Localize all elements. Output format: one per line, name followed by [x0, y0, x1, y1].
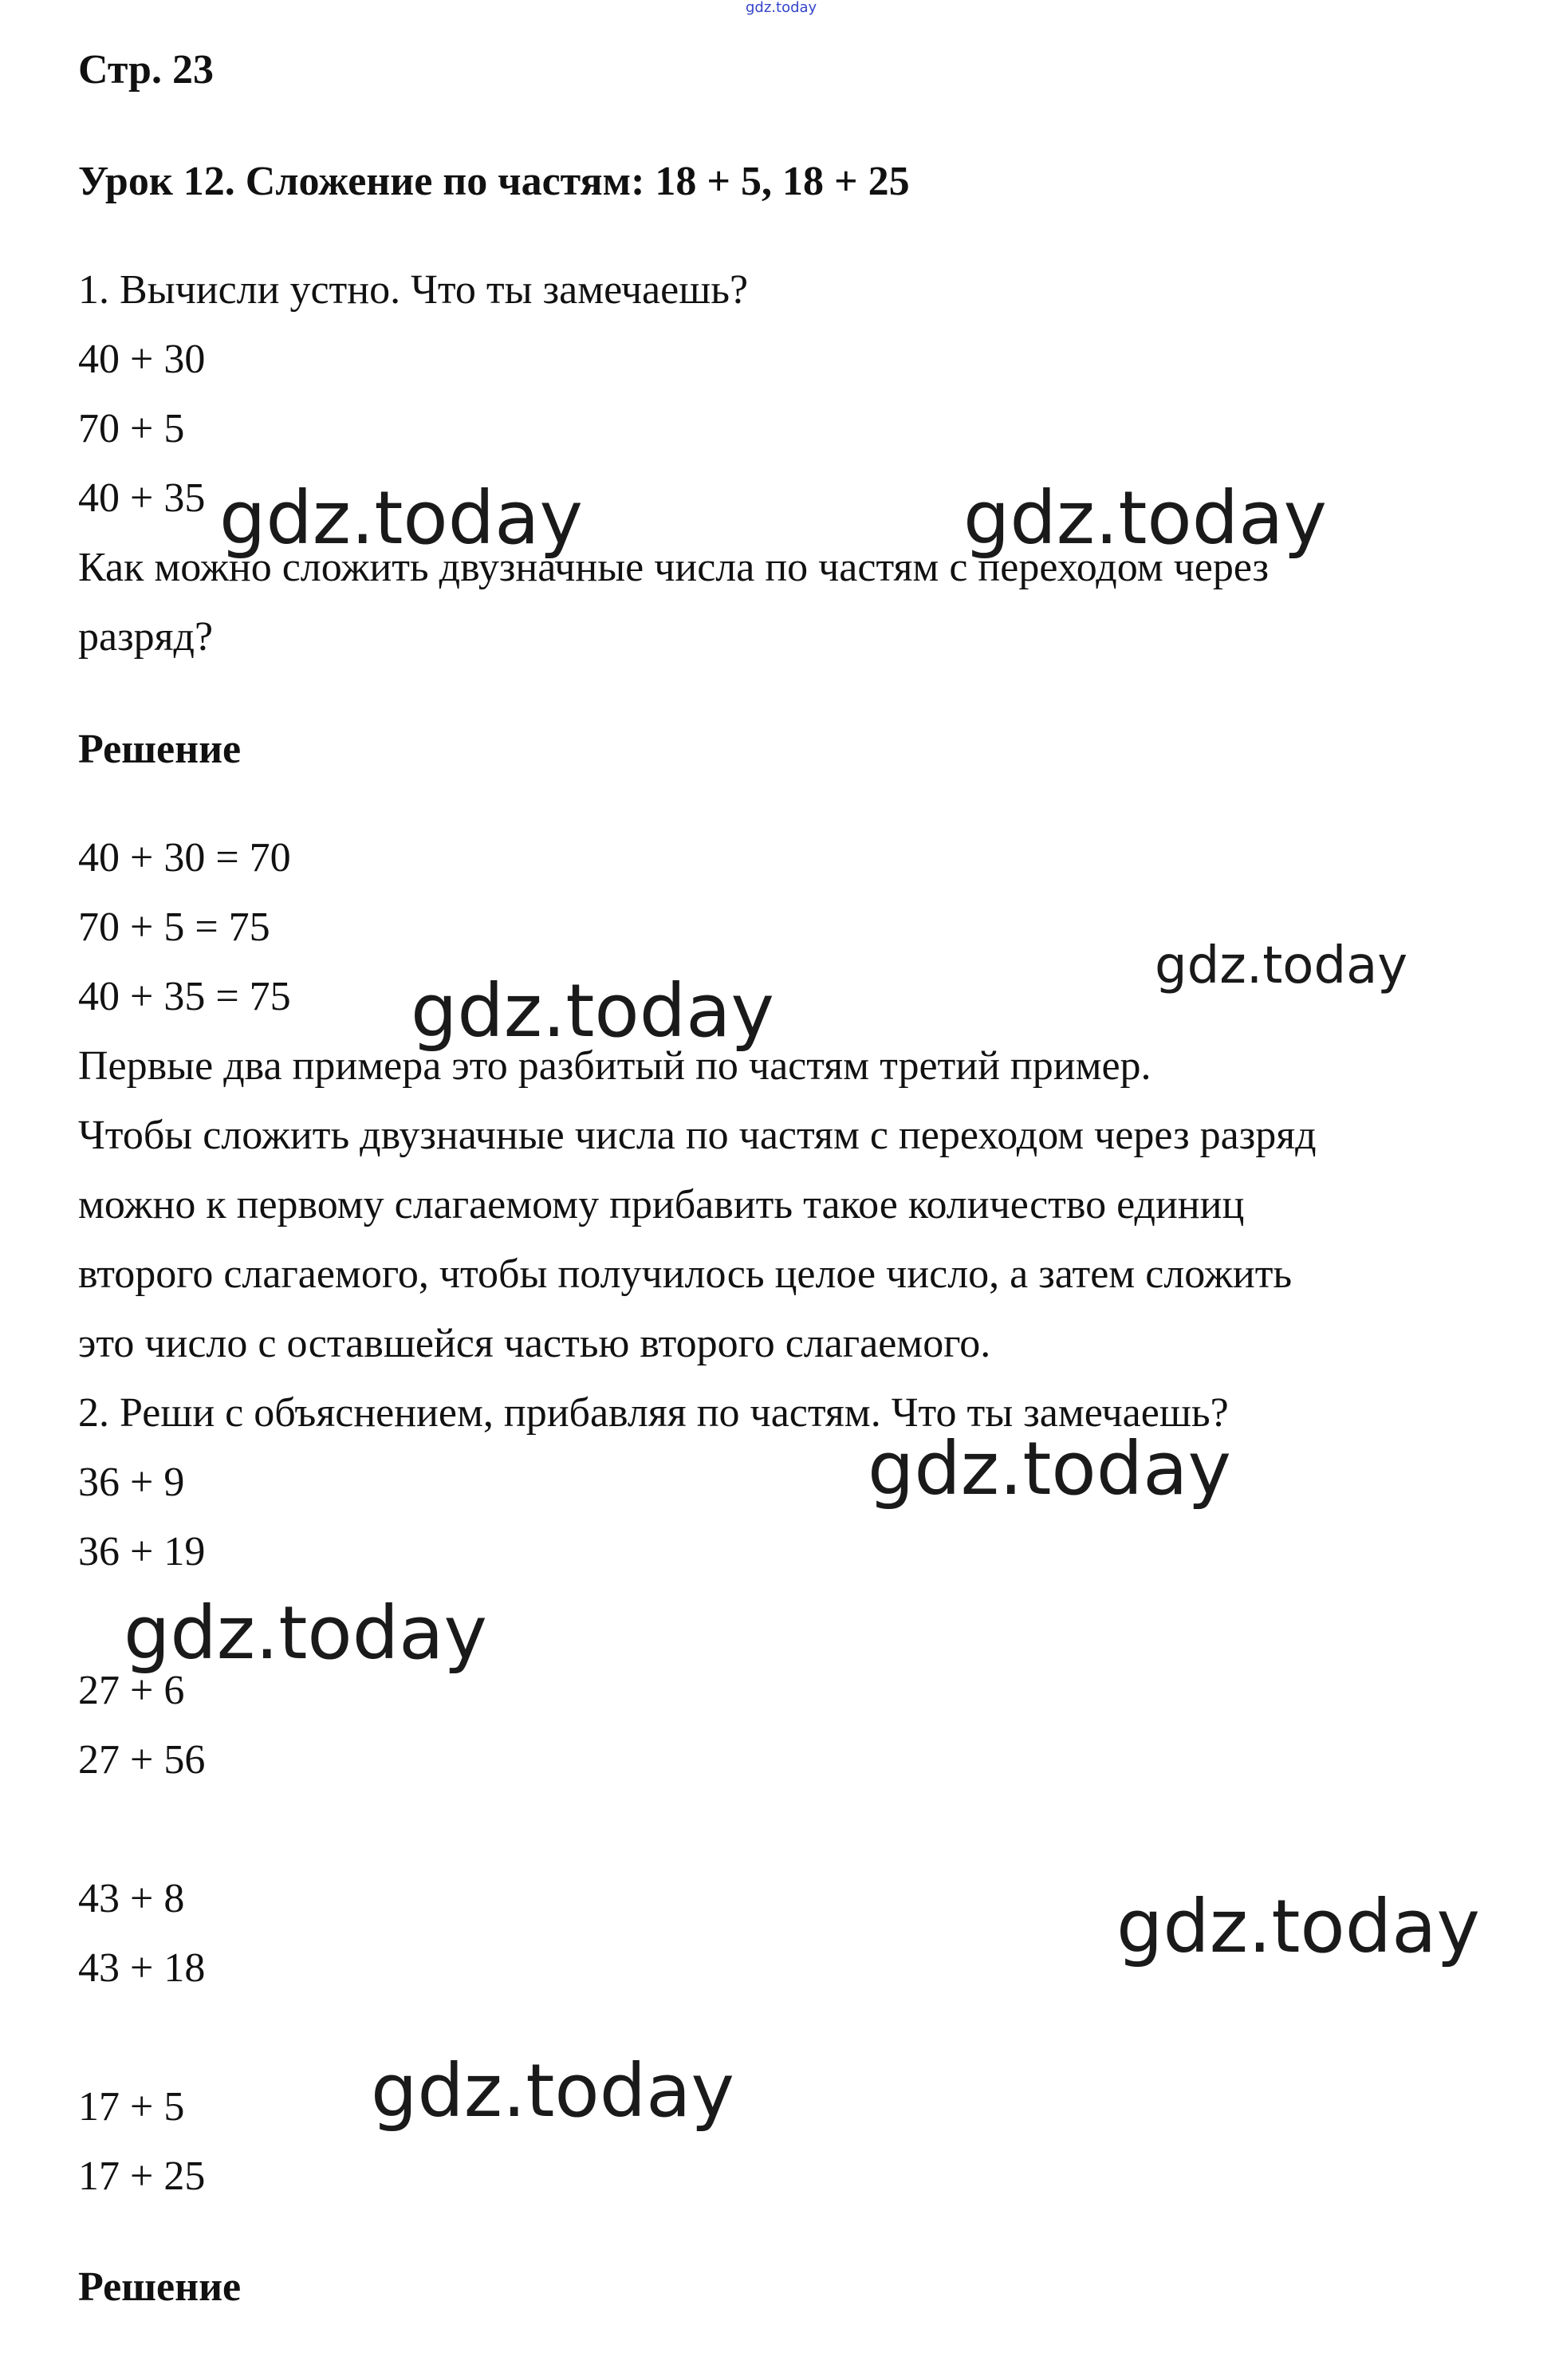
lesson-title: Урок 12. Сложение по частям: 18 + 5, 18 + 25 — [78, 159, 910, 204]
watermark: gdz.today — [868, 1426, 1231, 1511]
watermark: gdz.today — [1116, 1884, 1480, 1969]
solution1-explanation: Чтобы сложить двузначные числа по частям с переходом через разряд — [78, 1113, 1317, 1158]
watermark: gdz.today — [219, 475, 583, 561]
task2-expression: 36 + 9 — [78, 1460, 185, 1505]
solution1-explanation: можно к первому слагаемому прибавить такое количество единиц — [78, 1182, 1245, 1227]
task2-expression: 27 + 6 — [78, 1668, 185, 1713]
solution1-result: 40 + 30 = 70 — [78, 835, 291, 881]
solution1-result: 40 + 35 = 75 — [78, 974, 291, 1019]
task1-question: Как можно сложить двузначные числа по частям с переходом через — [78, 545, 1270, 590]
task2-expression: 43 + 8 — [78, 1876, 185, 1921]
watermark: gdz.today — [371, 2048, 734, 2134]
solution1-heading: Решение — [78, 727, 242, 772]
task2-expression: 36 + 19 — [78, 1529, 206, 1574]
task1-prompt: 1. Вычисли устно. Что ты замечаешь? — [78, 267, 749, 313]
solution1-explanation: это число с оставшейся частью второго слагаемого. — [78, 1321, 991, 1366]
task1-expression: 40 + 30 — [78, 337, 206, 382]
watermark: gdz.today — [1155, 936, 1408, 995]
watermark: gdz.today — [124, 1590, 487, 1676]
watermark: gdz.today — [411, 968, 774, 1054]
task1-expression: 70 + 5 — [78, 406, 185, 451]
solution1-explanation: второго слагаемого, чтобы получилось целое число, а затем сложить — [78, 1251, 1293, 1297]
page-label: Стр. 23 — [78, 47, 214, 93]
top-watermark: gdz.today — [746, 0, 817, 16]
task2-prompt: 2. Реши с объяснением, прибавляя по частям. Что ты замечаешь? — [78, 1390, 1229, 1436]
task2-expression: 17 + 5 — [78, 2084, 185, 2130]
watermark: gdz.today — [963, 475, 1327, 561]
task2-expression: 43 + 18 — [78, 1945, 206, 1991]
task2-expression: 27 + 56 — [78, 1737, 206, 1783]
task1-expression: 40 + 35 — [78, 475, 206, 521]
task2-expression: 17 + 25 — [78, 2153, 206, 2199]
solution1-result: 70 + 5 = 75 — [78, 904, 270, 950]
task1-question: разряд? — [78, 614, 214, 660]
solution1-explanation: Первые два примера это разбитый по частям третий пример. — [78, 1043, 1151, 1089]
solution2-heading: Решение — [78, 2264, 242, 2310]
